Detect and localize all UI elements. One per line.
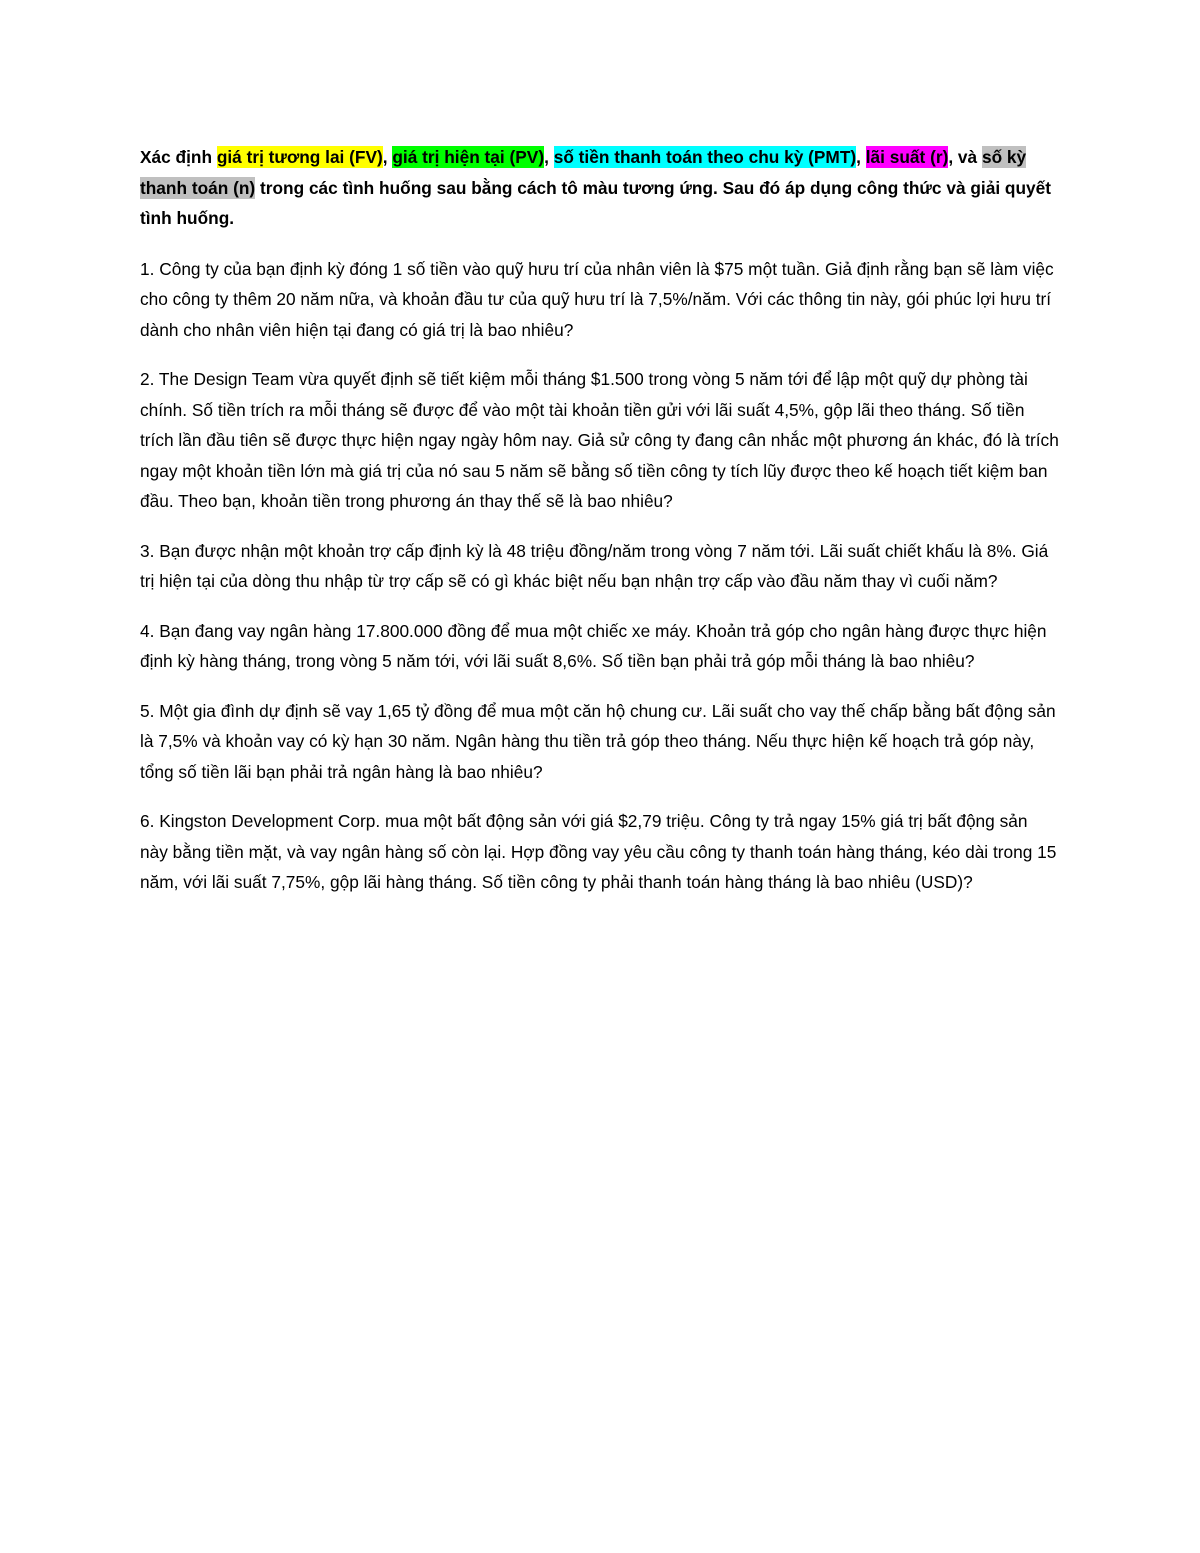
question-4: [140, 616, 1060, 677]
question-2: [140, 364, 1060, 517]
question-text: Bạn đang vay ngân hàng 17.800.000 đồng để mua một chiếc xe máy. Khoản trả góp cho ngân hàng được thực hiện định kỳ hàng tháng, trong vòng 5 năm tới, với lãi suất 8,6%. Số tiền bạn phải trả góp mỗi tháng là bao nhiêu?: [140, 620, 1047, 671]
highlight-n: số kỳ thanh toán (n): [140, 147, 1027, 198]
instruction-sep: ,: [382, 147, 393, 167]
question-number: 4.: [140, 620, 155, 641]
highlight-pv: giá trị hiện tại (PV): [392, 147, 545, 167]
question-number: 2.: [140, 369, 155, 389]
instruction-sep: , và: [948, 147, 982, 167]
question-text: The Design Team vừa quyết định sẽ tiết kiệm mỗi tháng $1.500 trong vòng 5 năm tới để lập một quỹ dự phòng tài chính. Số tiền trích ra mỗi tháng sẽ được để vào một tài khoản tiền gửi với lãi suất 4,5%, gộp lãi theo tháng. Số tiền trích lần đầu tiên sẽ được thực hiện ngay ngày hôm nay. Giả sử công ty đang cân nhắc một phương án khác, đó là trích ngay một khoản tiền lớn mà giá trị của nó sau 5 năm sẽ bằng số tiền công ty tích lũy được theo kế hoạch tiết kiệm ban đầu. Theo bạn, khoản tiền trong phương án thay thế sẽ là bao nhiêu?: [140, 369, 1059, 511]
question-number: 3.: [140, 540, 155, 561]
instruction-sep: ,: [856, 147, 866, 167]
instruction-sep: ,: [544, 147, 554, 167]
question-number: 6.: [140, 811, 155, 831]
question-number: 5.: [140, 700, 155, 721]
question-5: [140, 696, 1060, 788]
question-1: [140, 254, 1060, 346]
highlight-pmt: số tiền thanh toán theo chu kỳ (PMT): [553, 147, 857, 167]
highlight-fv: giá trị tương lai (FV): [216, 147, 383, 167]
question-number: 1.: [140, 258, 155, 279]
question-6: [140, 806, 1060, 898]
highlight-r: lãi suất (r): [865, 147, 949, 167]
question-3: [140, 536, 1060, 597]
question-text: Bạn được nhận một khoản trợ cấp định kỳ là 48 triệu đồng/năm trong vòng 7 năm tới. Lãi suất chiết khấu là 8%. Giá trị hiện tại của dòng thu nhập từ trợ cấp sẽ có gì khác biệt nếu bạn nhận trợ cấp vào đầu năm thay vì cuối năm?: [140, 540, 1049, 591]
instruction-paragraph: [140, 142, 1060, 234]
instruction-prefix: Xác định: [140, 147, 217, 167]
question-text: Một gia đình dự định sẽ vay 1,65 tỷ đồng để mua một căn hộ chung cư. Lãi suất cho vay thế chấp bằng bất động sản là 7,5% và khoản vay có kỳ hạn 30 năm. Ngân hàng thu tiền trả góp theo tháng. Nếu thực hiện kế hoạch trả góp này, tổng số tiền lãi bạn phải trả ngân hàng là bao nhiêu?: [140, 700, 1056, 782]
instruction-suffix: trong các tình huống sau bằng cách tô màu tương ứng. Sau đó áp dụng công thức và giải quyết tình huống.: [140, 177, 1052, 228]
question-text: Kingston Development Corp. mua một bất động sản với giá $2,79 triệu. Công ty trả ngay 15% giá trị bất động sản này bằng tiền mặt, và vay ngân hàng số còn lại. Hợp đồng vay yêu cầu công ty thanh toán hàng tháng, kéo dài trong 15 năm, với lãi suất 7,75%, gộp lãi hàng tháng. Số tiền công ty phải thanh toán hàng tháng là bao nhiêu (USD)?: [140, 811, 1057, 892]
question-text: Công ty của bạn định kỳ đóng 1 số tiền vào quỹ hưu trí của nhân viên là $75 một tuần. Giả định rằng bạn sẽ làm việc cho công ty thêm 20 năm nữa, và khoản đầu tư của quỹ hưu trí là 7,5%/năm. Với các thông tin này, gói phúc lợi hưu trí dành cho nhân viên hiện tại đang có giá trị là bao nhiêu?: [140, 258, 1054, 340]
